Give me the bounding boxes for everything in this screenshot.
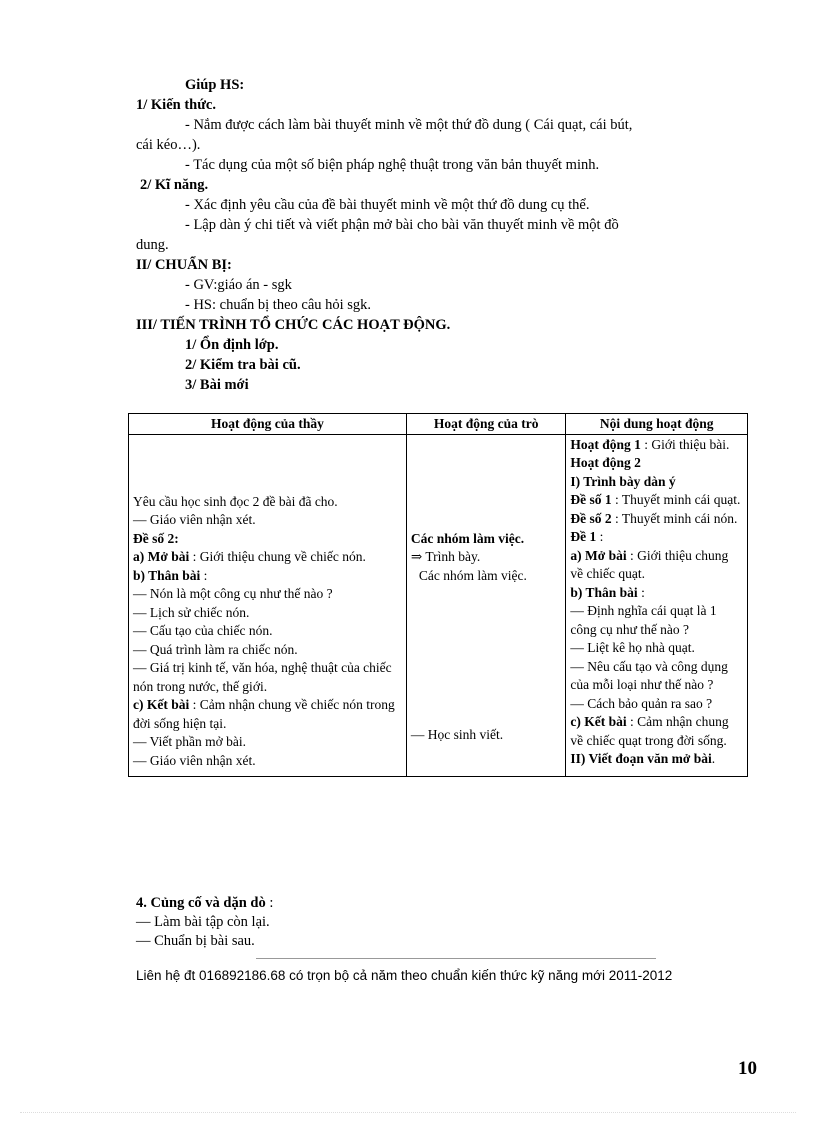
teacher-intro	[133, 548, 402, 567]
label: c) Kết bài	[570, 714, 627, 729]
table-header-row	[129, 414, 748, 435]
text: :	[637, 584, 645, 600]
header-content: Nội dung hoạt động	[566, 414, 748, 435]
content-section-1: I) Trình bày dàn ý	[570, 473, 676, 489]
teacher-line: — Lịch sử chiếc nón.	[133, 604, 402, 623]
label: 4. Củng cố và dặn dò	[136, 895, 266, 911]
knowledge-item-1-cont: cái kéo…).	[136, 137, 201, 153]
skills-item-2-cont: dung.	[136, 237, 169, 253]
student-line: ⇒ Trình bày.	[410, 549, 481, 564]
content-activity-1	[570, 436, 743, 455]
header-student: Hoạt động của trò	[406, 414, 566, 435]
prepare-title: II/ CHUẨN BỊ:	[136, 257, 232, 273]
teacher-topic: Đề số 2:	[133, 530, 179, 546]
teacher-line: Yêu cầu học sinh đọc 2 đề bài đã cho.	[133, 493, 338, 509]
knowledge-item-1: - Nắm được cách làm bài thuyết minh về một thứ đồ dung ( Cái quạt, cái bút,	[185, 117, 633, 133]
skills-item-2: - Lập dàn ý chi tiết và viết phận mở bài cho bài văn thuyết minh về một đồ	[185, 217, 619, 233]
text: : Giới thiệu bài.	[640, 436, 730, 452]
teacher-conclusion	[133, 696, 402, 733]
label: b) Thân bài	[133, 567, 201, 583]
content-topic-1	[570, 491, 743, 510]
footer-title	[136, 894, 273, 913]
process-step-1: 1/ Ổn định lớp.	[185, 337, 279, 353]
student-cell	[406, 434, 566, 777]
goal-heading: Giúp HS:	[185, 77, 245, 93]
prepare-gv: - GV:giáo án - sgk	[185, 277, 292, 293]
content-de1	[570, 528, 743, 547]
label: Đề 1	[570, 529, 597, 544]
student-line: Các nhóm làm việc.	[418, 567, 527, 583]
text: : Thuyết minh cái nón.	[611, 510, 738, 526]
text: :	[596, 529, 604, 544]
text: .	[711, 751, 716, 766]
content-section-2	[570, 750, 743, 769]
process-title: III/ TIẾN TRÌNH TỔ CHỨC CÁC HOẠT ĐỘNG.	[136, 317, 451, 333]
content-line: — Nêu cấu tạo và công dụng của mỗi loại như thế nào ?	[570, 658, 743, 695]
teacher-line: — Nón là một công cụ như thế nào ?	[133, 585, 402, 604]
content-cell	[566, 434, 748, 777]
text: : Giới thiệu chung về chiếc quạt.	[570, 547, 729, 581]
teacher-line: — Cấu tạo của chiếc nón.	[133, 622, 402, 641]
content-conclusion	[570, 713, 743, 750]
content-activity-2: Hoạt động 2	[570, 455, 641, 470]
label: Đề số 2	[570, 510, 612, 526]
text: : Cảm nhận chung về chiếc quạt trong đời sống.	[570, 714, 729, 748]
activity-table	[128, 413, 748, 777]
text: : Giới thiệu chung về chiếc nón.	[189, 549, 366, 564]
knowledge-item-2: - Tác dụng của một số biện pháp nghệ thuật trong văn bản thuyết minh.	[185, 157, 600, 173]
page-edge-divider	[20, 1112, 796, 1113]
label: c) Kết bài	[133, 697, 190, 712]
label: a) Mở bài	[570, 547, 627, 563]
content-line: — Định nghĩa cái quạt là 1 công cụ như thế nào ?	[570, 602, 743, 639]
teacher-line: — Giáo viên nhận xét.	[133, 511, 402, 530]
teacher-line: — Viết phần mở bài.	[133, 733, 402, 752]
label: b) Thân bài	[570, 584, 638, 600]
knowledge-title: 1/ Kiến thức.	[136, 97, 216, 113]
content-topic-2	[570, 510, 743, 529]
content-intro	[570, 547, 743, 584]
teacher-cell	[129, 434, 407, 777]
teacher-line: — Quá trình làm ra chiếc nón.	[133, 641, 402, 660]
content-line: — Cách bảo quản ra sao ?	[570, 695, 743, 714]
skills-title: 2/ Kĩ năng.	[140, 177, 209, 193]
teacher-line: — Giáo viên nhận xét.	[133, 752, 402, 771]
text: :	[200, 567, 208, 583]
content-line: — Liệt kê họ nhà quạt.	[570, 639, 743, 658]
content-body	[570, 584, 743, 603]
header-teacher: Hoạt động của thầy	[129, 414, 407, 435]
student-line: Các nhóm làm việc.	[410, 530, 525, 546]
text: : Thuyết minh cái quạt.	[611, 492, 741, 507]
page-number: 10	[738, 1058, 757, 1079]
footer-item: — Chuẩn bị bài sau.	[136, 932, 255, 951]
teacher-body	[133, 567, 402, 586]
text: : Cảm nhận chung về chiếc nón trong đời sống hiện tại.	[133, 697, 395, 731]
label: a) Mở bài	[133, 549, 190, 564]
process-step-3: 3/ Bài mới	[185, 377, 249, 393]
teacher-line: — Giá trị kinh tế, văn hóa, nghệ thuật của chiếc nón trong nước, thế giới.	[133, 659, 402, 696]
contact-line: Liên hệ đt 016892186.68 có trọn bộ cả năm theo chuẩn kiến thức kỹ năng mới 2011-2012	[136, 968, 673, 983]
footer-item: — Làm bài tập còn lại.	[136, 913, 270, 932]
student-line: — Học sinh viết.	[411, 726, 562, 745]
process-step-2: 2/ Kiểm tra bài cũ.	[185, 357, 301, 373]
label: II) Viết đoạn văn mở bài	[570, 751, 712, 766]
label: Hoạt động 1	[570, 436, 641, 452]
text: :	[265, 895, 274, 911]
prepare-hs: - HS: chuẩn bị theo câu hỏi sgk.	[185, 297, 372, 313]
divider	[256, 958, 656, 959]
label: Đề số 1	[570, 492, 612, 507]
skills-item-1: - Xác định yêu cầu của đề bài thuyết minh về một thứ đồ dung cụ thể.	[185, 197, 590, 213]
table-row	[129, 434, 748, 777]
